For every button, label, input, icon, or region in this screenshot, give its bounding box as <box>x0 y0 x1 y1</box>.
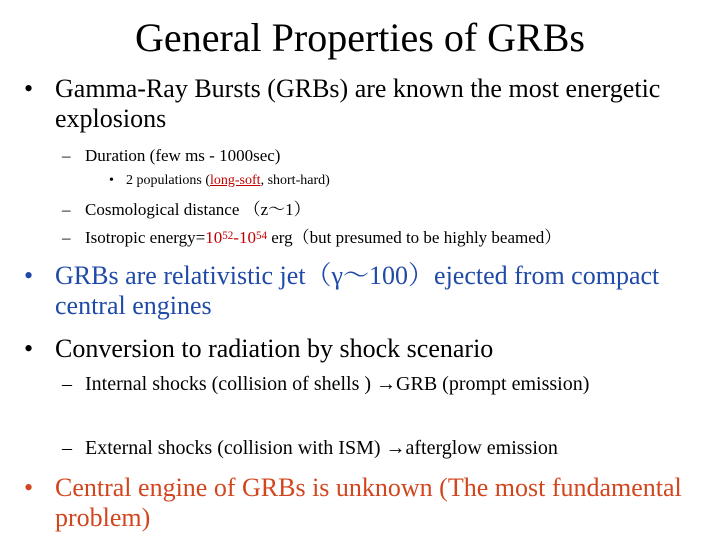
energy-base-2: 10 <box>238 228 256 247</box>
dash-marker: – <box>62 200 71 219</box>
dash-marker: – <box>62 146 71 165</box>
sub-bullet-internal-shocks <box>62 371 662 397</box>
bullet-text: Conversion to radiation by shock scenario <box>55 334 494 363</box>
bullet-text: Gamma-Ray Bursts (GRBs) are known the most energetic explosions <box>55 74 661 133</box>
sub-bullet-external-shocks <box>62 435 702 461</box>
energy-base-1: 10 <box>205 228 223 247</box>
bullet-central-engine <box>24 473 704 533</box>
sub-bullet-text <box>85 227 702 249</box>
bullet-conversion-radiation <box>24 334 704 364</box>
populations-suffix: , short-hard) <box>260 173 330 188</box>
energy-exponent-1: 52 <box>222 230 234 242</box>
sub-bullet-cosmological-distance <box>62 199 702 221</box>
isotropic-prefix: Isotropic energy= <box>85 228 206 247</box>
sub-bullet-text: Duration (few ms - 1000sec) <box>85 146 281 165</box>
sub-bullet-text: External shocks (collision with ISM) →afterglow emission <box>85 437 558 459</box>
energy-range <box>205 228 267 247</box>
sub-sub-bullet-text <box>126 172 689 190</box>
bullet-text: Central engine of GRBs is unknown (The most fundamental problem) <box>55 473 682 532</box>
sub-sub-bullet-populations <box>109 172 689 190</box>
energy-exponent-2: 54 <box>255 230 267 242</box>
long-soft-highlight: long-soft <box>210 173 261 188</box>
bullet-relativistic-jet <box>24 261 704 321</box>
bullet-dot: • <box>24 74 34 103</box>
energy-dash: - <box>233 228 239 247</box>
isotropic-suffix: erg（but presumed to be highly beamed） <box>266 228 562 247</box>
sub-bullet-text: Internal shocks (collision of shells ) →GRB (prompt emission) <box>85 373 590 395</box>
bullet-dot: • <box>24 261 34 290</box>
dash-marker: – <box>62 228 71 247</box>
bullet-dot: • <box>24 334 34 363</box>
bullet-gamma-ray-bursts <box>24 74 704 134</box>
bullet-text: GRBs are relativistic jet（γ～100）ejected from compact central engines <box>55 261 660 320</box>
slide-title: General Properties of GRBs <box>135 15 585 60</box>
populations-prefix: 2 populations ( <box>126 173 210 188</box>
bullet-dot: • <box>109 173 114 188</box>
bullet-dot: • <box>24 473 34 502</box>
dash-marker: – <box>62 373 72 395</box>
dash-marker: – <box>62 437 72 459</box>
sub-bullet-isotropic-energy <box>62 227 702 249</box>
sub-bullet-text: Cosmological distance （z～1） <box>85 200 311 219</box>
sub-bullet-duration <box>62 145 702 167</box>
